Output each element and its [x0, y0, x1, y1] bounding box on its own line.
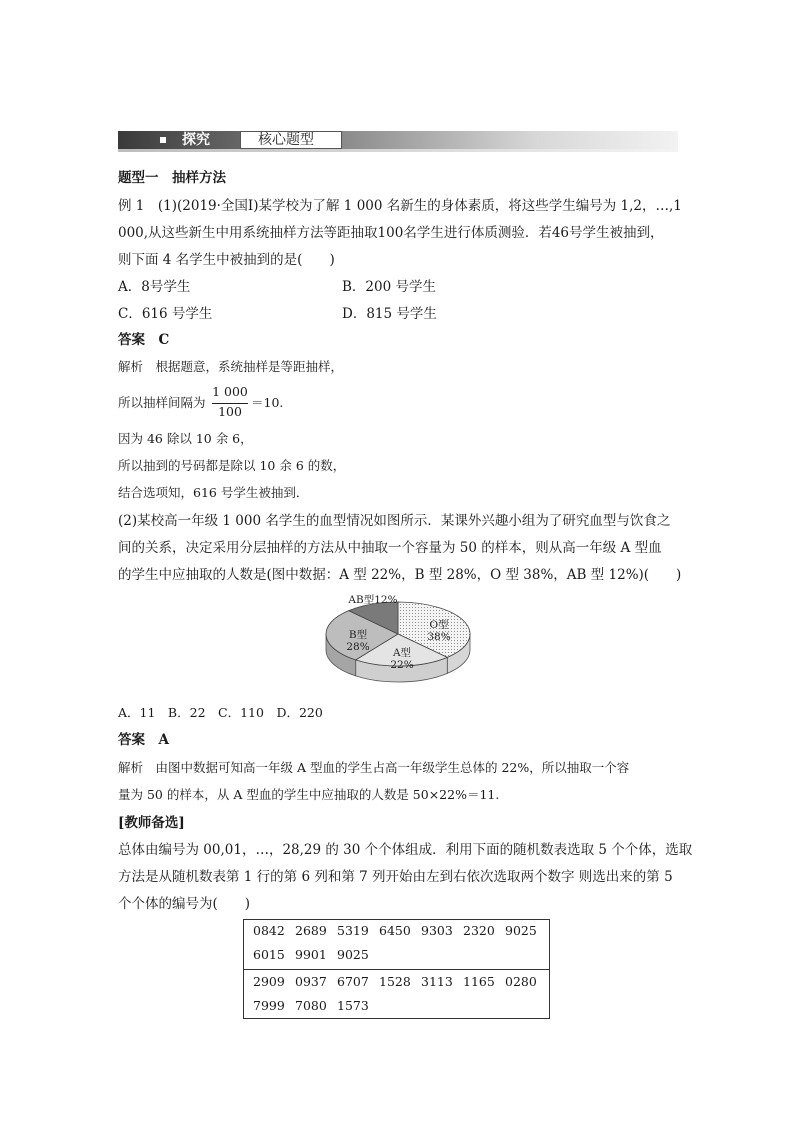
table-cell: 6015	[253, 947, 285, 962]
table-cell: 0280	[505, 974, 537, 989]
table-divider	[244, 969, 549, 970]
pie-label: AB型12%	[348, 594, 398, 606]
fraction-denominator: 100	[218, 404, 242, 419]
pie-label: B型	[348, 629, 368, 641]
fraction	[210, 384, 250, 424]
table-cell: 7080	[295, 998, 327, 1013]
pie-label: A型	[392, 647, 412, 659]
table-cell: 5319	[337, 923, 369, 938]
table-cell: 2320	[463, 923, 495, 938]
option-d: D．815 号学生	[342, 306, 437, 322]
table-cell: 9901	[295, 947, 327, 962]
blood-type-pie-chart	[318, 588, 478, 698]
question-line: 000,从这些新生中用系统抽样方法等距抽取100名学生进行体质测验．若46号学生被抽到，	[118, 225, 664, 241]
table-cell: 1165	[463, 974, 495, 989]
pie-label: O型	[429, 619, 449, 631]
analysis-line: 所以抽到的号码都是除以 10 余 6 的数，	[118, 458, 346, 473]
table-cell: 1573	[337, 998, 369, 1013]
pie-label: 22%	[390, 659, 414, 671]
option-b: B．200 号学生	[342, 279, 436, 295]
table-cell: 1528	[379, 974, 411, 989]
table-cell: 6450	[379, 923, 411, 938]
table-cell: 7999	[253, 998, 285, 1013]
pie-label: 38%	[427, 631, 451, 643]
table-cell: 9025	[505, 923, 537, 938]
random-number-table	[243, 919, 550, 1019]
header-underline	[118, 149, 678, 152]
table-cell: 2689	[295, 923, 327, 938]
question-line: 个个体的编号为( )	[118, 896, 251, 912]
options-line: A．11 B．22 C．110 D．220	[118, 705, 323, 720]
question-line: 例 1 (1)(2019·全国Ⅰ)某学校为了解 1 000 名新生的身体素质，将这些学生编号为 1,2，…,1	[118, 198, 682, 214]
analysis-line: 因为 46 除以 10 余 6，	[118, 431, 253, 446]
header-tag-explore: 探究	[182, 132, 210, 148]
teacher-tag: [教师备选]	[118, 815, 185, 831]
analysis-line: 结合选项知，616 号学生被抽到．	[118, 485, 309, 500]
square-bullet-icon	[160, 137, 166, 143]
analysis-line: 解析 由图中数据可知高一年级 A 型血的学生占高一年级学生总体的 22%，所以抽取一个容	[118, 760, 630, 775]
table-cell: 9303	[421, 923, 453, 938]
analysis-prefix: 所以抽样间隔为	[118, 395, 206, 410]
question-line: 总体由编号为 00,01，…，28,29 的 30 个个体组成．利用下面的随机数表选取 5 个个体，选取	[118, 842, 693, 858]
question-line: 间的关系，决定采用分层抽样的方法从中抽取一个容量为 50 的样本，则从高一年级 A 型血	[118, 540, 662, 556]
pie-label: 28%	[346, 641, 370, 653]
option-a: A．8号学生	[118, 279, 191, 295]
table-cell: 0842	[253, 923, 285, 938]
answer-label: 答案 C	[118, 332, 170, 348]
table-cell: 9025	[337, 947, 369, 962]
analysis-suffix: ＝10.	[251, 395, 284, 410]
analysis-line: 量为 50 的样本，从 A 型血的学生中应抽取的人数是 50×22%＝11.	[118, 787, 500, 802]
question-line: 则下面 4 名学生中被抽到的是( )	[118, 252, 335, 268]
table-cell: 6707	[337, 974, 369, 989]
fraction-numerator: 1 000	[212, 384, 248, 399]
question-line: (2)某校高一年级 1 000 名学生的血型情况如图所示．某课外兴趣小组为了研究血型与饮食之	[118, 513, 671, 529]
section-title: 题型一 抽样方法	[118, 170, 226, 186]
table-cell: 2909	[253, 974, 285, 989]
table-cell: 0937	[295, 974, 327, 989]
question-line: 的学生中应抽取的人数是(图中数据：A 型 22%，B 型 28%，O 型 38%，AB 型 12%)( )	[118, 567, 682, 583]
header-tag-core: 核心题型	[258, 132, 314, 148]
option-c: C．616 号学生	[118, 306, 213, 322]
answer-label: 答案 A	[118, 732, 169, 748]
table-cell: 3113	[421, 974, 453, 989]
question-line: 方法是从随机数表第 1 行的第 6 列和第 7 列开始由左到右依次选取两个数字 则选出来的第 5	[118, 869, 673, 885]
analysis-line: 解析 根据题意，系统抽样是等距抽样，	[118, 359, 344, 374]
